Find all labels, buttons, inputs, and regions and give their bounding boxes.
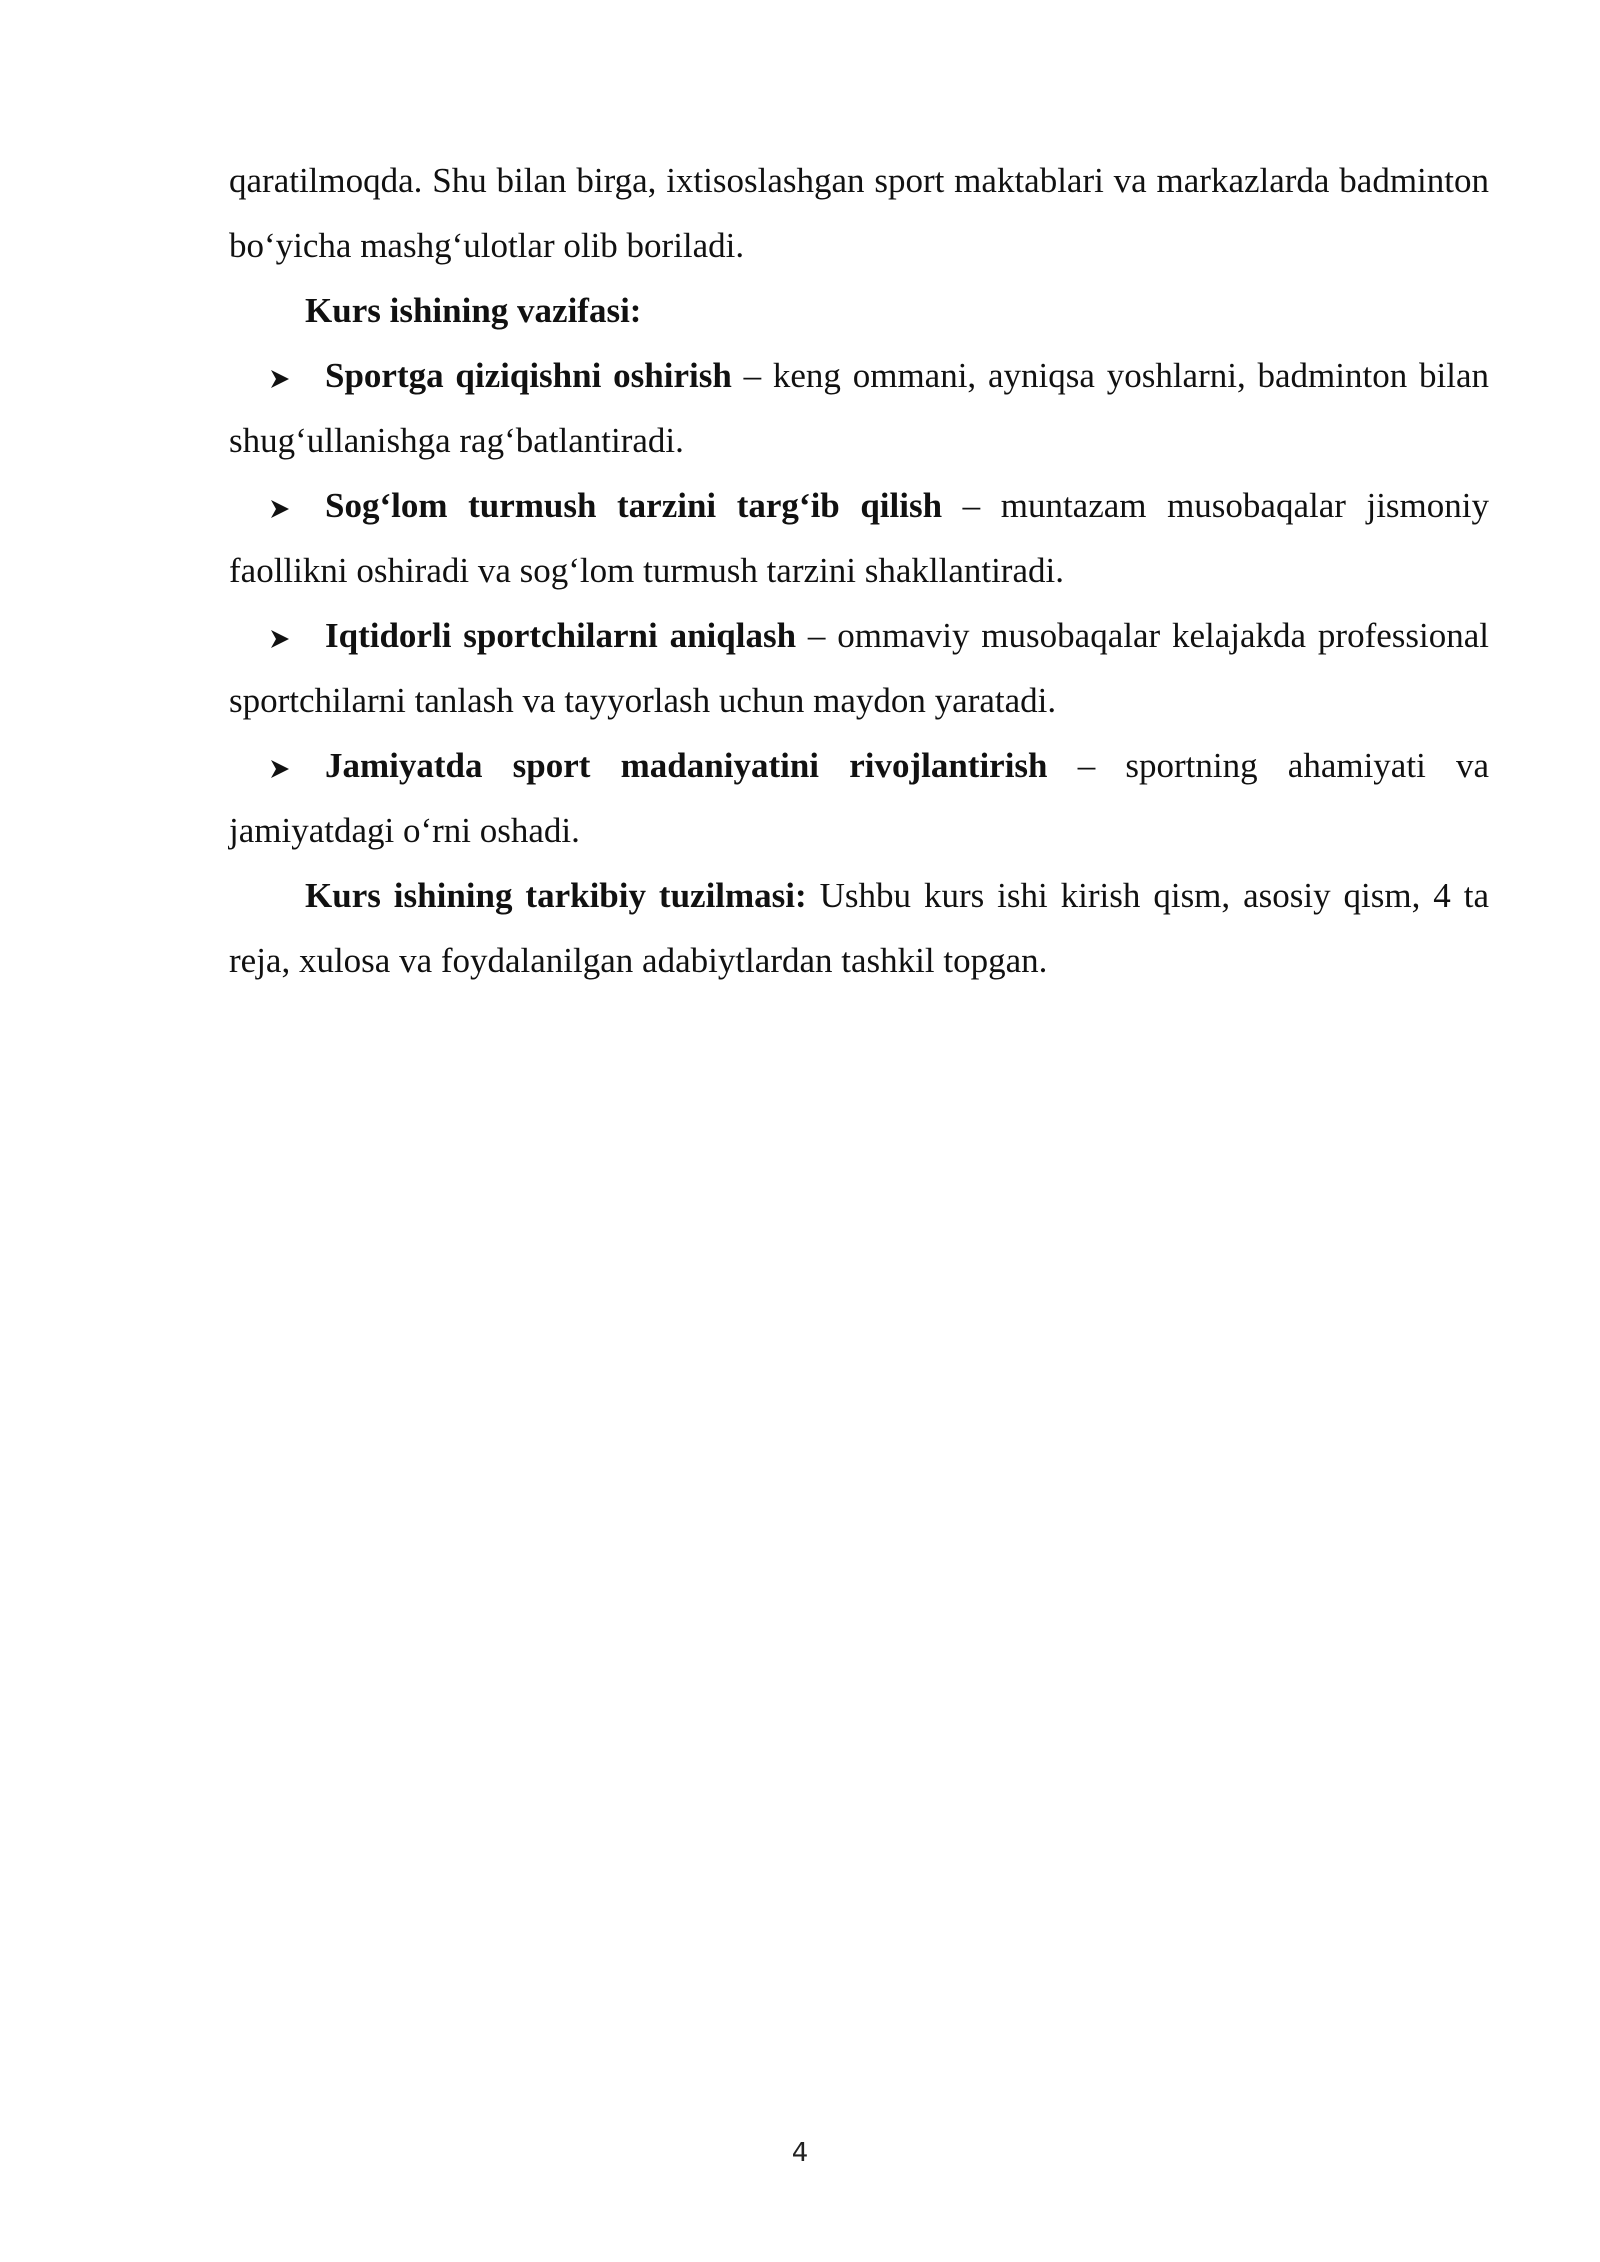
bullet-item [229,473,1489,603]
structure-heading: Kurs ishining tarkibiy tuzilmasi: [305,876,807,915]
bullet-title: Sog‘lom turmush tarzini targ‘ib qilish [325,486,943,525]
structure-paragraph [229,863,1489,993]
bullet-text: – ommaviy musobaqalar kelajakda professional sportchilarni tanlash va tayyorlash uchun maydon yaratadi. [229,616,1490,720]
bullet-text: – muntazam musobaqalar jismoniy faollikni oshiradi va sog‘lom turmush tarzini shakllantiradi. [229,486,1490,590]
bullet-item [229,733,1489,863]
arrow-bullet-icon [269,343,325,408]
bullet-item [229,343,1489,473]
tasks-heading: Kurs ishining vazifasi: [305,291,642,330]
bullet-item [229,603,1489,733]
structure-text: Ushbu kurs ishi kirish qism, asosiy qism, 4 ta reja, xulosa va foydalanilgan adabiytlardan tashkil topgan. [229,876,1489,980]
arrow-bullet-icon [269,473,325,538]
bullet-text: – keng ommani, ayniqsa yoshlarni, badminton bilan shug‘ullanishga rag‘batlantiradi. [229,356,1489,460]
bullet-title: Jamiyatda sport madaniyatini rivojlantirish [325,746,1048,785]
arrow-bullet-icon [269,603,325,668]
arrow-bullet-icon [269,733,325,798]
bullet-title: Iqtidorli sportchilarni aniqlash [325,616,797,655]
tasks-heading-paragraph [229,278,1489,343]
page-number: 4 [791,2138,809,2168]
page-body [229,148,1489,993]
intro-paragraph: qaratilmoqda. Shu bilan birga, ixtisoslashgan sport maktablari va markazlarda badminton bo‘yicha mashg‘ulotlar olib boriladi. [229,161,1489,265]
bullet-title: Sportga qiziqishni oshirish [325,356,732,395]
bullet-text: – sportning ahamiyati va jamiyatdagi o‘rni oshadi. [229,746,1490,850]
